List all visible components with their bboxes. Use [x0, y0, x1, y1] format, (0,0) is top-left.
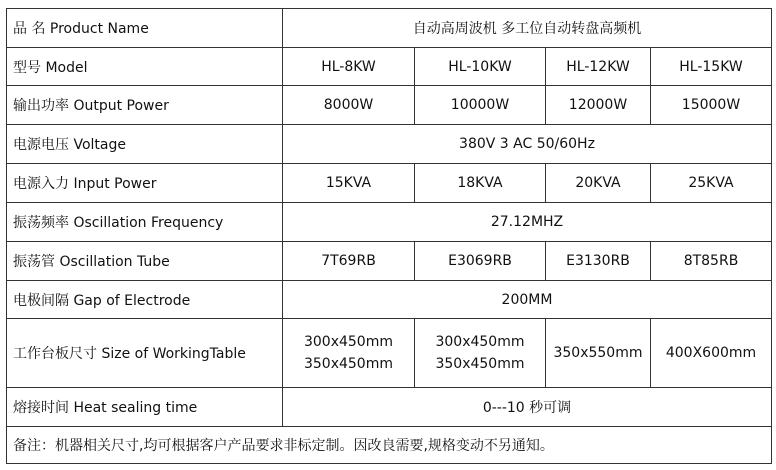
model-value: HL-10KW [415, 48, 546, 86]
input-power-value: 20KVA [546, 164, 651, 203]
row-note [7, 427, 772, 464]
voltage-value: 380V 3 AC 50/60Hz [283, 125, 772, 164]
label-worktable: 工作台板尺寸 Size of WorkingTable [7, 319, 283, 388]
tube-value: E3069RB [415, 242, 546, 281]
worktable-size: 350x450mm [435, 356, 525, 372]
value-product-name: 自动高周波机 多工位自动转盘高频机 [283, 9, 772, 48]
worktable-size: 300x450mm [435, 334, 525, 350]
row-sealing-time [7, 388, 772, 427]
model-value: HL-15KW [651, 48, 772, 86]
row-input-power [7, 164, 772, 203]
input-power-value: 15KVA [283, 164, 415, 203]
row-worktable [7, 319, 772, 388]
electrode-gap-value: 200MM [283, 281, 772, 319]
label-model: 型号 Model [7, 48, 283, 86]
label-frequency: 振荡频率 Oscillation Frequency [7, 203, 283, 242]
row-electrode-gap [7, 281, 772, 319]
label-electrode-gap: 电极间隔 Gap of Electrode [7, 281, 283, 319]
tube-value: E3130RB [546, 242, 651, 281]
row-frequency [7, 203, 772, 242]
frequency-value: 27.12MHZ [283, 203, 772, 242]
tube-value: 7T69RB [283, 242, 415, 281]
label-sealing-time: 熔接时间 Heat sealing time [7, 388, 283, 427]
worktable-size: 350x450mm [303, 356, 393, 372]
row-model [7, 48, 772, 86]
spec-table [6, 8, 772, 464]
worktable-value: 350x550mm [546, 319, 651, 388]
worktable-value: 400X600mm [651, 319, 772, 388]
output-power-value: 12000W [546, 86, 651, 125]
worktable-size: 300x450mm [303, 334, 393, 350]
label-output-power: 输出功率 Output Power [7, 86, 283, 125]
output-power-value: 15000W [651, 86, 772, 125]
sealing-time-value: 0---10 秒可调 [283, 388, 772, 427]
label-input-power: 电源入力 Input Power [7, 164, 283, 203]
row-output-power [7, 86, 772, 125]
row-tube [7, 242, 772, 281]
input-power-value: 18KVA [415, 164, 546, 203]
row-voltage [7, 125, 772, 164]
input-power-value: 25KVA [651, 164, 772, 203]
model-value: HL-12KW [546, 48, 651, 86]
label-tube: 振荡管 Oscillation Tube [7, 242, 283, 281]
worktable-value [415, 319, 546, 388]
output-power-value: 10000W [415, 86, 546, 125]
worktable-value [283, 319, 415, 388]
row-product-name [7, 9, 772, 48]
output-power-value: 8000W [283, 86, 415, 125]
label-voltage: 电源电压 Voltage [7, 125, 283, 164]
label-product-name: 品 名 Product Name [7, 9, 283, 48]
model-value: HL-8KW [283, 48, 415, 86]
tube-value: 8T85RB [651, 242, 772, 281]
note-text: 备注：机器相关尺寸,均可根据客户产品要求非标定制。因改良需要,规格变动不另通知。 [7, 427, 772, 464]
